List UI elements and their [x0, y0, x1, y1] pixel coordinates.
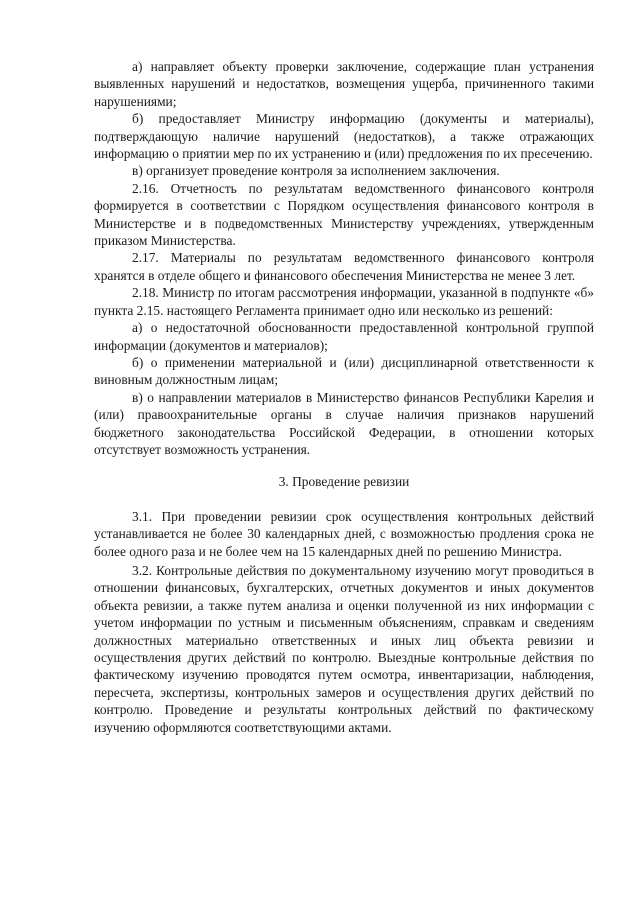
paragraph-a-send-conclusion: а) направляет объекту проверки заключение, содержащие план устранения выявленных нарушений и недостатков, возмещения ущерба, причиненного такими нарушениями; — [94, 59, 594, 109]
decision-a: а) о недостаточной обоснованности предоставленной контрольной группой информации (документов и материалов); — [94, 320, 594, 353]
paragraph-3-2: 3.2. Контрольные действия по документальному изучению могут проводиться в отношении финансовых, бухгалтерских, отчетных документов и иных документов объекта ревизии, а также путем анализа и оценки полученной из них информации с учетом информации по устным и письменным объяснениям, справкам и сведениям должностных материально ответственных и иных лиц объекта ревизии и осуществления других действий по контролю. Выездные контрольные действия по фактическому изучению проводятся путем осмотра, инвентаризации, наблюдения, пересчета, экспертизы, контрольных замеров и осуществления других действий по контролю. Проведение и результаты контрольных действий по фактическому изучению оформляются соответствующими актами. — [94, 562, 594, 735]
paragraph-2-17: 2.17. Материалы по результатам ведомственного финансового контроля хранятся в отделе общего и финансового обеспечения Министерства не менее 3 лет. — [94, 250, 594, 283]
decision-c: в) о направлении материалов в Министерство финансов Республики Карелия и (или) правоохранительные органы в случае наличия признаков нарушений бюджетного законодательства Российской Федерации, в отношении которых отсутствует возможность устранения. — [94, 389, 594, 457]
paragraph-2-16: 2.16. Отчетность по результатам ведомственного финансового контроля формируется в соответствии с Порядком осуществления финансового контроля в Министерстве и в подведомственных Министерству учреждениях, утвержденным приказом Министерства. — [94, 180, 594, 249]
paragraph-3-1: 3.1. При проведении ревизии срок осуществления контрольных действий устанавливается не более 30 календарных дней, с возможностью продления срока не более одного раза и не более чем на 15 календарных дней по решению Министра. — [94, 508, 594, 559]
section-heading: 3. Проведение ревизии — [278, 474, 410, 490]
document-page — [94, 58, 594, 736]
paragraph-c-organize-control: в) организует проведение контроля за исполнением заключения. — [132, 163, 500, 179]
decision-b: б) о применении материальной и (или) дисциплинарной ответственности к виновным должностным лицам; — [94, 354, 594, 388]
paragraph-2-18: 2.18. Министр по итогам рассмотрения информации, указанной в подпункте «б» пункта 2.15. настоящего Регламента принимает одно или несколько из решений: — [94, 285, 594, 318]
paragraph-b-provide-info: б) предоставляет Министру информацию (документы и материалы), подтверждающую наличие нарушений (недостатков), а также отражающих информацию о приятии мер по их устранению и (или) предложения по их пресечению. — [94, 111, 594, 162]
